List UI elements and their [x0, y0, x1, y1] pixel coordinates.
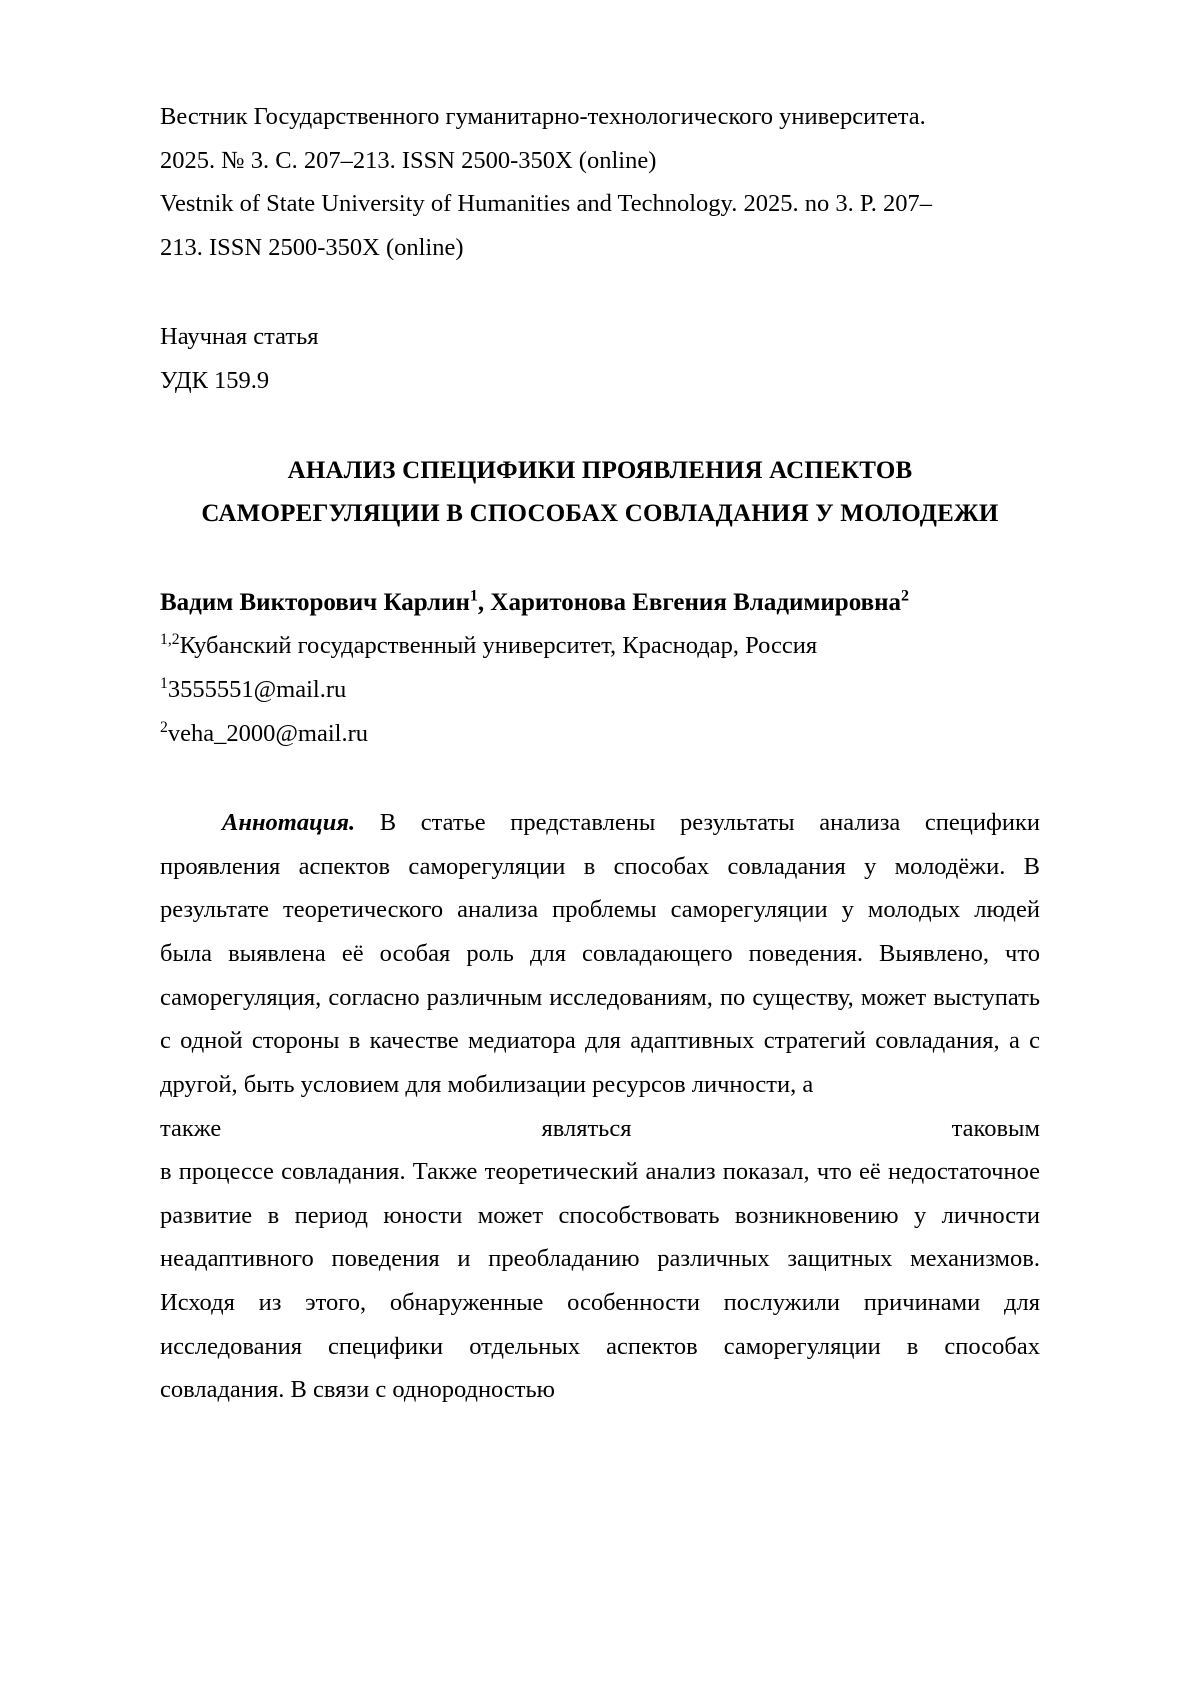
abstract-paragraph-1	[160, 801, 1040, 1106]
email-line-1	[160, 668, 1040, 712]
email-1-marker: 1	[160, 674, 168, 692]
page-title-line2: САМОРЕГУЛЯЦИИ В СПОСОБАХ СОВЛАДАНИЯ У МОЛОДЕЖИ	[201, 499, 999, 527]
page-title-line1: АНАЛИЗ СПЕЦИФИКИ ПРОЯВЛЕНИЯ АСПЕКТОВ	[287, 456, 913, 484]
journal-issue-ru: 2025. № 3. С. 207–213. ISSN 2500-350X (online)	[160, 146, 657, 174]
abstract-stretched-line: также являться таковым	[160, 1114, 1040, 1142]
email-2-address[interactable]: veha_2000@mail.ru	[167, 719, 368, 747]
journal-title-ru-line1: Вестник Государственного гуманитарно-технологического университета.	[160, 103, 926, 130]
email-1-address[interactable]: 3555551@mail.ru	[167, 676, 347, 704]
affiliation-text: Кубанский государственный университет, Краснодар, Россия	[179, 632, 818, 660]
spacer-before-abstract	[160, 755, 1040, 801]
spacer-after-header	[160, 269, 1040, 315]
abstract-label: Аннотация.	[222, 809, 356, 837]
email-line-2	[160, 712, 1040, 756]
udc-code: УДК 159.9	[160, 367, 270, 395]
email-2-marker: 2	[160, 718, 168, 736]
authors-line	[160, 581, 1040, 625]
abstract-paragraph-2: в процессе совладания. Также теоретический анализ показал, что её недостаточное развитие в период юности может способствовать возникновению у личности неадаптивного поведения и преобладанию различных защитных механизмов. Исходя из этого, обнаруженные особенности послужили причинами для исследования специфики отдельных аспектов саморегуляции в способах совладания. В связи с однородностью	[160, 1158, 1040, 1404]
journal-issue-en: 213. ISSN 2500-350X (online)	[160, 233, 464, 261]
article-type: Научная статья	[160, 323, 319, 351]
journal-title-en-line1: Vestnik of State University of Humanities and Technology. 2025. no 3. P. 207–	[160, 190, 933, 218]
author-1-affiliation-marker: 1	[469, 587, 478, 605]
authors-separator: ,	[477, 588, 491, 616]
journal-header	[160, 95, 1040, 269]
author-2-name: Харитонова Евгения Владимировна	[490, 588, 901, 616]
author-1-name: Вадим Викторович Карлин	[160, 588, 470, 616]
affiliation-line	[160, 624, 1040, 668]
affiliation-marker: 1,2	[160, 631, 180, 649]
abstract-text-part1: В статье представлены результаты анализа специфики проявления аспектов саморегуляции в способах совладания у молодёжи. В результате теоретического анализа проблемы саморегуляции у молодых людей была выявлена её особая роль для совладающего поведения. Выявлено, что саморегуляция, согласно различным исследованиям, по существу, может выступать с одной стороны в качестве медиатора для адаптивных стратегий совладания, а с другой, быть условием для мобилизации ресурсов личности, а	[160, 809, 1040, 1098]
spacer-after-meta	[160, 403, 1040, 449]
author-2-affiliation-marker: 2	[901, 587, 909, 605]
spacer-after-title	[160, 535, 1040, 581]
